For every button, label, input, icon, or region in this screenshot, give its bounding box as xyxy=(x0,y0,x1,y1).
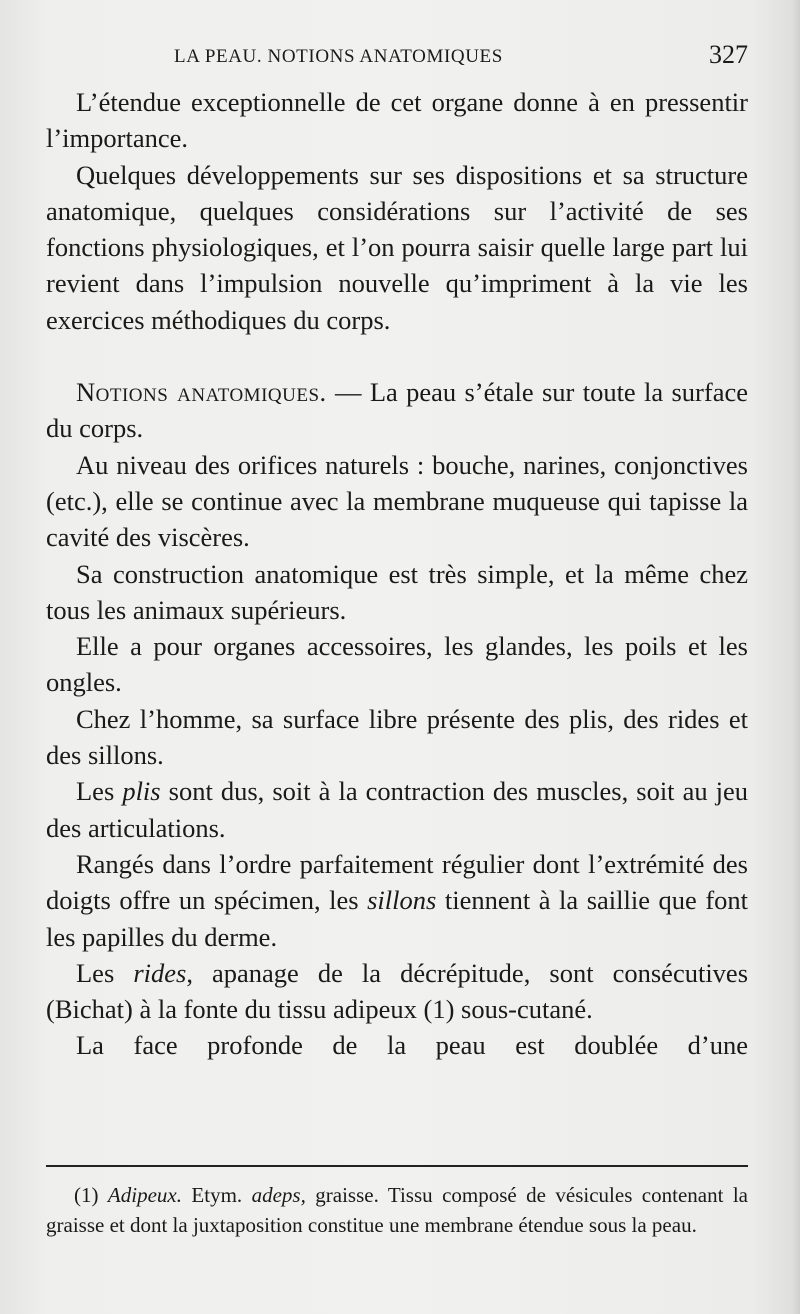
footnote-definition: graisse. Tissu composé de vésicules contenant la graisse et dont la juxtaposition constitue une membrane étendue sous la peau. xyxy=(46,1183,749,1237)
paragraph-8-start: Les xyxy=(76,776,123,807)
term-plis: plis xyxy=(122,776,161,807)
page-edge-shadow xyxy=(792,0,800,1314)
running-title: LA PEAU. NOTIONS ANATOMIQUES xyxy=(174,46,503,67)
section-heading: Notions anatomiques. xyxy=(76,377,327,408)
paragraph-3-text: — La peau s’étale sur toute la surface du corps. xyxy=(46,377,748,444)
footnote-marker: (1) xyxy=(74,1183,108,1207)
term-rides: rides xyxy=(133,957,187,988)
paragraph-10 xyxy=(46,955,748,1028)
section-spacer xyxy=(46,338,748,374)
paragraph-3 xyxy=(46,374,748,447)
page-header xyxy=(46,40,748,74)
footnote-term: Adipeux. xyxy=(107,1183,182,1207)
paragraph-8 xyxy=(46,773,748,846)
paragraph-9 xyxy=(46,846,748,955)
paragraph-6: Elle a pour organes accessoires, les glandes, les poils et les ongles. xyxy=(46,631,748,698)
paragraph-2: Quelques développements sur ses dispositions et sa structure anatomique, quelques considérations sur l’activité de ses fonctions physiologiques, et l’on pourra saisir quelle large part lui revient dans l’impulsion nouvelle qu’impriment à la vie les exercices méthodiques du corps. xyxy=(46,159,748,335)
footnote-etym-word: adeps, xyxy=(251,1183,306,1207)
paragraph-4: Au niveau des orifices naturels : bouche, narines, conjonctives (etc.), elle se continue avec la membrane muqueuse qui tapisse la cavité des viscères. xyxy=(46,449,748,553)
paragraph-11: La face profonde de la peau est doublée d’une xyxy=(76,1030,748,1061)
page-number: 327 xyxy=(709,40,748,69)
footnote xyxy=(46,1180,748,1240)
paragraph-1: L’étendue exceptionnelle de cet organe donne à en pressentir l’importance. xyxy=(46,87,748,154)
footnote-rule xyxy=(46,1165,748,1167)
paragraph-9-end: tiennent à la saillie que font les papilles du derme. xyxy=(46,885,749,952)
footnote-text xyxy=(46,1180,748,1240)
paragraph-8-end: sont dus, soit à la contraction des muscles, soit au jeu des articulations. xyxy=(46,776,749,843)
main-text xyxy=(46,84,748,1064)
paragraph-9-start: Rangés dans l’ordre parfaitement régulier dont l’extrémité des doigts offre un spécimen, les xyxy=(46,848,748,916)
paragraph-10-start: Les xyxy=(76,957,134,988)
paragraph-10-end: , apanage de la décrépitude, sont consécutives (Bichat) à la fonte du tissu adipeux (1) sous-cutané. xyxy=(46,957,749,1025)
paragraph-7: Chez l’homme, sa surface libre présente des plis, des rides et des sillons. xyxy=(46,703,748,771)
footnote-etym-label: Etym. xyxy=(181,1183,252,1207)
paragraph-5: Sa construction anatomique est très simple, et la même chez tous les animaux supérieurs. xyxy=(46,558,748,625)
term-sillons: sillons xyxy=(367,885,437,916)
